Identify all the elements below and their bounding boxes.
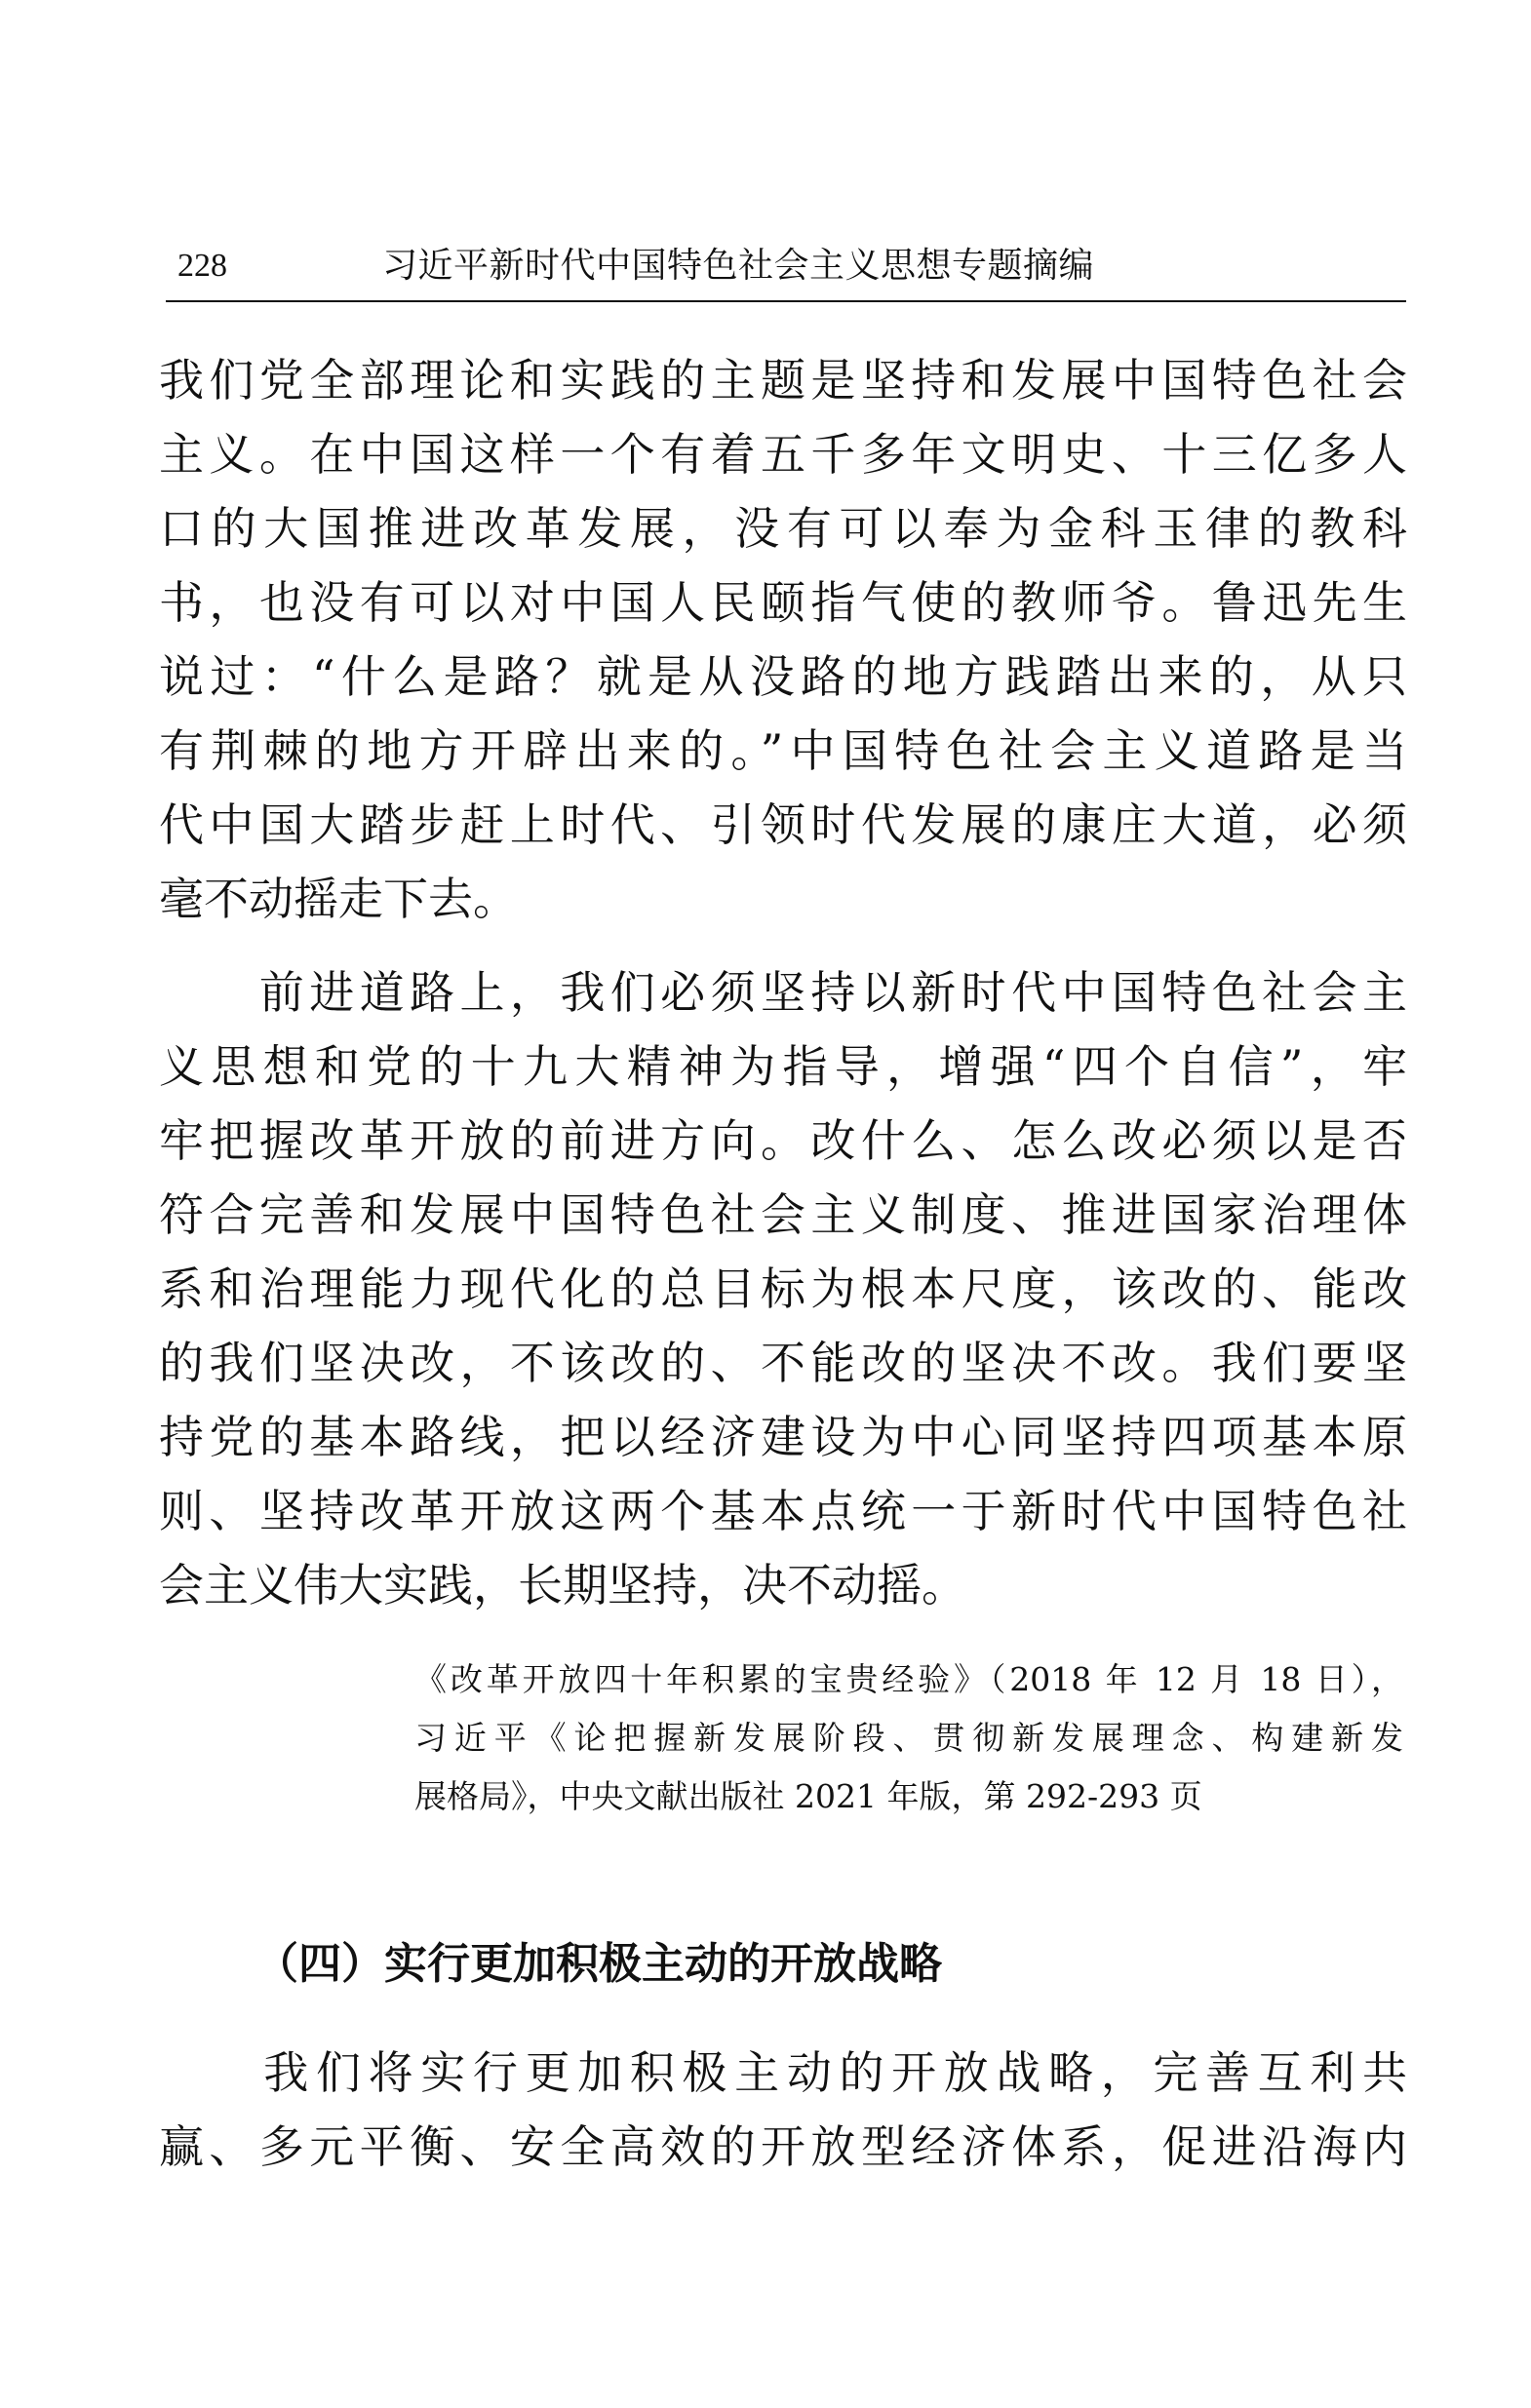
citation-line: 《改革开放四十年积累的宝贵经验》（2018 年 12 月 18 日）， (414, 1660, 1403, 1698)
text-line: 的我们坚决改，不该改的、不能改的坚决不改。我们要坚 (159, 1337, 1407, 1389)
text-line: 我们党全部理论和实践的主题是坚持和发展中国特色社会 (159, 354, 1407, 407)
paragraph-1 (159, 343, 1407, 936)
paragraph-2 (159, 955, 1407, 1622)
text-line: 毫不动摇走下去。 (159, 873, 518, 925)
text-line: 我们将实行更加积极主动的开放战略，完善互利共 (159, 2046, 1407, 2099)
running-title: 习近平新时代中国特色社会主义思想专题摘编 (382, 246, 1095, 286)
header-rule (166, 300, 1406, 302)
text-line: 义思想和党的十九大精神为指导，增强“四个自信”，牢 (159, 1040, 1407, 1093)
text-line: 则、坚持改革开放这两个基本点统一于新时代中国特色社 (159, 1485, 1407, 1537)
text-line: 前进道路上，我们必须坚持以新时代中国特色社会主 (159, 966, 1407, 1019)
text-line: 代中国大踏步赶上时代、引领时代发展的康庄大道，必须 (159, 798, 1407, 851)
text-line: 主义。在中国这样一个有着五千多年文明史、十三亿多人 (159, 428, 1407, 481)
text-line: 会主义伟大实践，长期坚持，决不动摇。 (159, 1559, 966, 1612)
text-line: 持党的基本路线，把以经济建设为中心同坚持四项基本原 (159, 1411, 1407, 1463)
citation-line: 习近平《论把握新发展阶段、贯彻新发展理念、构建新发 (414, 1719, 1403, 1757)
text-line: 有荆棘的地方开辟出来的。”中国特色社会主义道路是当 (159, 724, 1407, 777)
citation-line: 展格局》，中央文献出版社 2021 年版，第 292-293 页 (414, 1777, 1202, 1815)
page-number: 228 (177, 248, 227, 284)
text-line: 书，也没有可以对中国人民颐指气使的教师爷。鲁迅先生 (159, 576, 1407, 629)
paragraph-4 (159, 2036, 1407, 2184)
text-line: 赢、多元平衡、安全高效的开放型经济体系，促进沿海内 (159, 2120, 1407, 2173)
text-line: 系和治理能力现代化的总目标为根本尺度，该改的、能改 (159, 1262, 1407, 1315)
section-heading: （四）实行更加积极主动的开放战略 (255, 1939, 942, 1989)
text-line: 口的大国推进改革发展，没有可以奉为金科玉律的教科 (159, 502, 1407, 555)
citation-block (414, 1651, 1403, 1826)
page-header (166, 242, 1404, 291)
text-line: 符合完善和发展中国特色社会主义制度、推进国家治理体 (159, 1188, 1407, 1241)
text-line: 牢把握改革开放的前进方向。改什么、怎么改必须以是否 (159, 1114, 1407, 1167)
text-line: 说过：“什么是路？就是从没路的地方践踏出来的，从只 (159, 650, 1407, 703)
